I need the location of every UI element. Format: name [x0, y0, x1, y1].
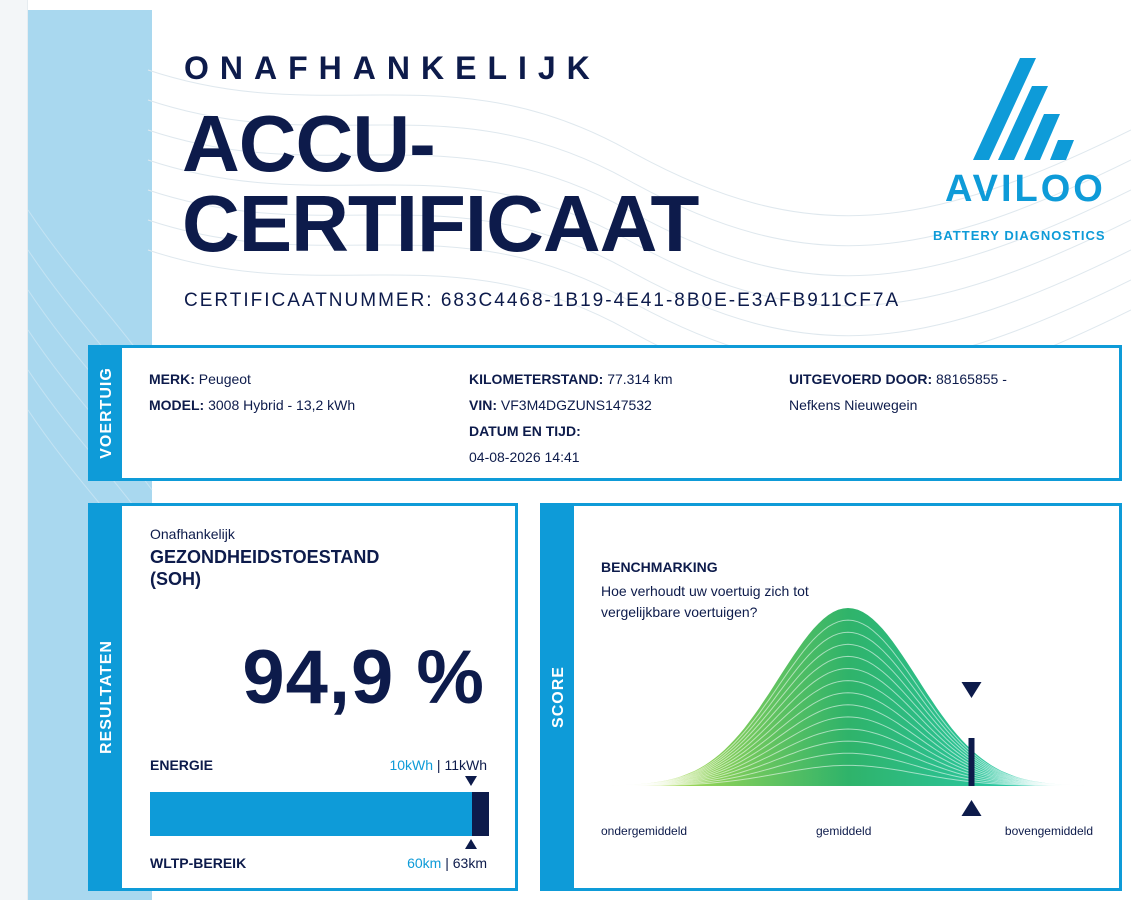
vin-row	[469, 392, 673, 418]
logo-tagline: BATTERY DIAGNOSTICS	[933, 228, 1106, 243]
range-current: 60km	[407, 855, 442, 871]
energy-separator: |	[433, 757, 445, 773]
brand-value: Peugeot	[198, 371, 251, 387]
performed-by-row	[789, 366, 1007, 392]
datetime-label-row	[469, 418, 673, 444]
energy-values	[389, 757, 487, 773]
benchmark-curve	[601, 596, 1095, 796]
score-marker	[969, 738, 975, 786]
energy-label: ENERGIE	[150, 757, 214, 773]
vehicle-column-3	[789, 366, 1007, 418]
benchmark-heading: BENCHMARKING	[601, 559, 718, 575]
performed-by-value: 88165855 -	[936, 371, 1007, 387]
capacity-bar-loss-segment	[472, 792, 489, 836]
performed-by-location: Nefkens Nieuwegein	[789, 397, 918, 413]
eyebrow-title: ONAFHANKELIJK	[184, 50, 601, 86]
benchmark-question: Hoe verhoudt uw voertuig zich tot vergelijkbare voertuigen?	[601, 583, 809, 620]
energy-original: 11kWh	[444, 757, 487, 773]
page-title	[182, 99, 699, 268]
brand-row	[149, 366, 355, 392]
range-original: 63km	[452, 855, 487, 871]
score-arrow-down-icon	[962, 682, 982, 698]
mileage-value: 77.314 km	[607, 371, 673, 387]
model-label: MODEL:	[149, 397, 205, 413]
model-value: 3008 Hybrid - 13,2 kWh	[208, 397, 356, 413]
range-arrow-up-icon	[465, 839, 477, 849]
vehicle-column-2	[469, 366, 673, 470]
score-side-label: SCORE	[549, 666, 567, 728]
axis-label-below-average: ondergemiddeld	[601, 824, 688, 838]
energy-arrow-down-icon	[465, 776, 477, 786]
soh-title-line-1: GEZONDHEIDSTOESTAND	[150, 547, 380, 567]
vehicle-side-label: VOERTUIG	[97, 367, 115, 459]
vin-value: VF3M4DGZUNS147532	[500, 397, 652, 413]
energy-current: 10kWh	[389, 757, 434, 773]
datetime-label: DATUM EN TIJD:	[469, 423, 581, 439]
title-line-1: ACCU-	[182, 99, 435, 188]
soh-value: 94,9 %	[242, 635, 485, 720]
range-values	[407, 855, 487, 871]
capacity-bar	[150, 792, 489, 836]
soh-title	[150, 546, 379, 590]
score-side-tab	[543, 506, 574, 888]
performed-by-label: UITGEVOERD DOOR:	[789, 371, 933, 387]
range-separator: |	[441, 855, 453, 871]
bell-curve-fill	[601, 608, 1095, 786]
soh-title-line-2: (SOH)	[150, 569, 201, 589]
vehicle-side-tab	[91, 348, 122, 478]
score-arrow-up-icon	[962, 800, 982, 816]
axis-label-above-average: bovengemiddeld	[1004, 824, 1093, 838]
certificate-number: CERTIFICAATNUMMER: 683C4468-1B19-4E41-8B0E-E3AFB911CF7A	[184, 290, 901, 311]
vehicle-column-1	[149, 366, 355, 418]
model-row	[149, 392, 355, 418]
soh-pre-title: Onafhankelijk	[150, 526, 235, 542]
range-label: WLTP-BEREIK	[150, 855, 247, 871]
vehicle-panel	[88, 345, 1122, 481]
results-panel	[88, 503, 518, 891]
logo-wordmark: AVILOO	[945, 168, 1106, 210]
mileage-label: KILOMETERSTAND:	[469, 371, 604, 387]
page-edge	[0, 0, 28, 900]
results-side-label: RESULTATEN	[97, 640, 115, 754]
datetime-value: 04-08-2026 14:41	[469, 449, 580, 465]
aviloo-logo-icon	[930, 50, 1130, 250]
brand-label: MERK:	[149, 371, 195, 387]
axis-label-average: gemiddeld	[816, 824, 872, 838]
title-line-2: CERTIFICAAT	[182, 179, 699, 268]
mileage-row	[469, 366, 673, 392]
score-panel	[540, 503, 1122, 891]
results-side-tab	[91, 506, 122, 888]
vin-label: VIN:	[469, 397, 497, 413]
